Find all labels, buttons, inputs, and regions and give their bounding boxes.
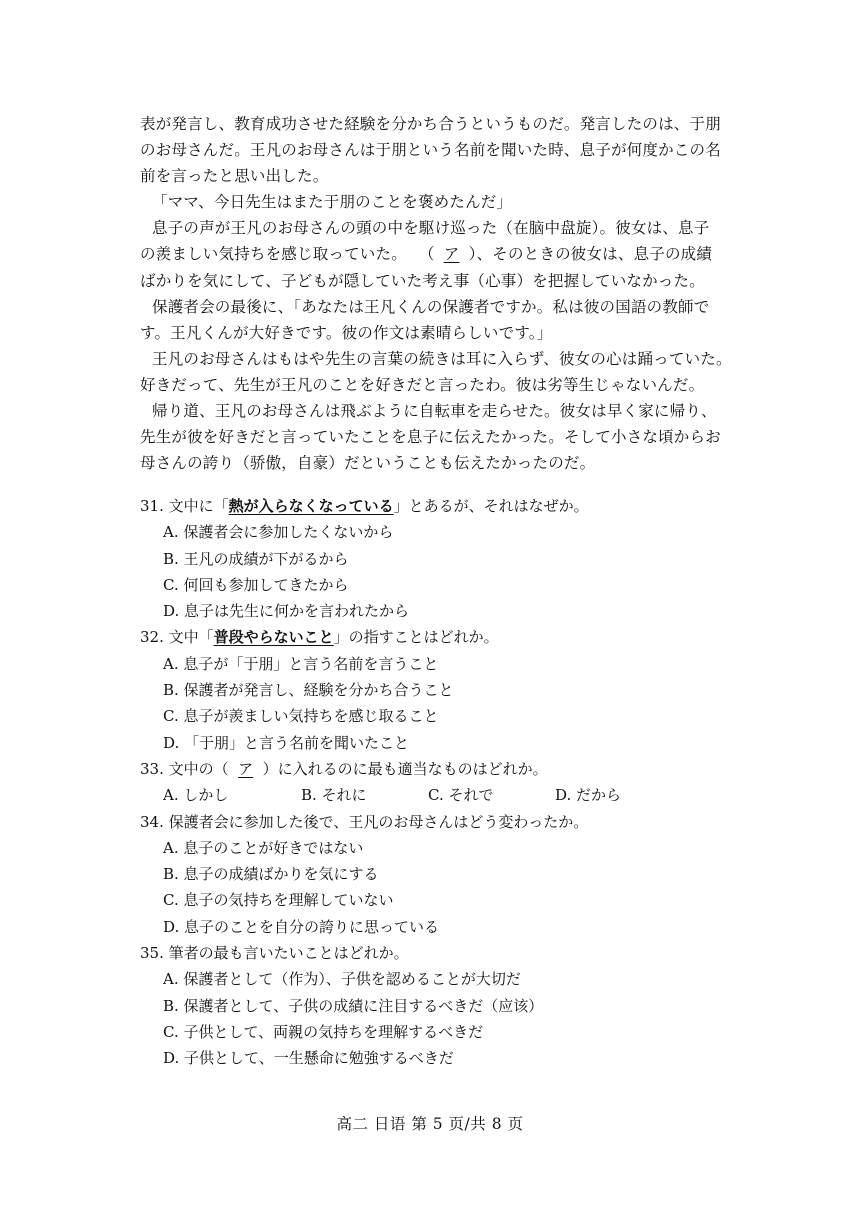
question-number: 31. bbox=[140, 497, 164, 515]
stem-text: 」の指すことはどれか。 bbox=[333, 628, 499, 647]
question-number: 34. bbox=[140, 812, 164, 831]
option-c: C. 何回も参加してきたから bbox=[163, 575, 349, 594]
passage-line: 母さんの誇り（骄傲，自豪）だということも伝えたかったのだ。 bbox=[140, 454, 596, 473]
passage-line: 保護者会の最後に、「あなたは王凡くんの保護者ですか。私は彼の国語の教師で bbox=[152, 297, 710, 316]
option-a: A. 息子のことが好きではない bbox=[163, 838, 364, 857]
passage-line: す。王凡くんが大好きです。彼の作文は素晴らしいです。」 bbox=[140, 323, 553, 342]
question-number: 33. bbox=[140, 759, 164, 778]
passage-line: 前を言ったと思い出した。 bbox=[140, 167, 329, 186]
underlined-target: 普段やらないこと bbox=[213, 628, 334, 647]
passage-text: の羨ましい気持ちを感じ取っていた。 bbox=[140, 245, 407, 264]
question-number: 32. bbox=[140, 628, 164, 647]
question-number: 35. bbox=[140, 944, 164, 963]
blank-a: ア bbox=[443, 245, 460, 264]
page-footer: 高二 日语 第 5 页/共 8 页 bbox=[336, 1115, 524, 1133]
blank-a: ア bbox=[238, 759, 254, 778]
option-b: B. それに bbox=[301, 786, 367, 805]
option-c: C. 子供として、両親の気持ちを理解するべきだ bbox=[163, 1022, 484, 1041]
stem-text: 文中の（ bbox=[168, 759, 229, 778]
option-b: B. 王凡の成績が下がるから bbox=[163, 549, 349, 568]
passage-line: のお母さんだ。王凡のお母さんは于朋という名前を聞いた時、息子が何度かこの名 bbox=[140, 141, 721, 160]
passage-line-with-blank bbox=[140, 241, 742, 267]
option-c: C. 息子の気持ちを理解していない bbox=[163, 891, 394, 910]
option-a: A. 保護者として（作为）、子供を認めることが大切だ bbox=[163, 970, 521, 989]
passage-text: 、そのときの彼女は、息子の成績 bbox=[476, 245, 713, 264]
option-b: B. 息子の成績ばかりを気にする bbox=[163, 865, 379, 884]
passage-line: 帰り道、王凡のお母さんは飛ぶように自転車を走らせた。彼女は早く家に帰り、 bbox=[152, 402, 717, 421]
question-31-stem bbox=[140, 493, 750, 519]
option-a: A. 息子が「于朋」と言う名前を言うこと bbox=[163, 654, 439, 673]
passage-line: ばかりを気にして、子どもが隠していた考え事（心事）を把握していなかった。 bbox=[140, 271, 705, 290]
question-list bbox=[140, 493, 750, 1072]
stem-text: ）に入れるのに最も適当なものはどれか。 bbox=[262, 759, 548, 778]
question-34-stem bbox=[140, 809, 750, 835]
stem-text: 文中「 bbox=[168, 628, 214, 647]
option-c: C. 息子が羨ましい気持ちを感じ取ること bbox=[163, 707, 439, 726]
passage-line: 表が発言し、教育成功させた経験を分かち合うというものだ。発言したのは、于朋 bbox=[140, 115, 721, 133]
reading-passage bbox=[140, 111, 742, 476]
option-d: D. 「于朋」と言う名前を聞いたこと bbox=[163, 733, 410, 752]
option-c: C. それで bbox=[428, 786, 494, 805]
option-b: B. 保護者が発言し、経験を分かち合うこと bbox=[163, 681, 454, 700]
blank-open: （ bbox=[418, 245, 435, 264]
option-b: B. 保護者として、子供の成績に注目するべきだ（应该） bbox=[163, 996, 544, 1015]
option-d: D. だから bbox=[555, 786, 622, 805]
option-row bbox=[140, 782, 750, 808]
option-d: D. 息子は先生に何かを言われたから bbox=[163, 602, 410, 621]
question-32-stem bbox=[140, 624, 750, 650]
stem-text: 」とあるが、それはなぜか。 bbox=[393, 497, 589, 515]
passage-line: 先生が彼を好きだと言っていたことを息子に伝えたかった。そして小さな頃からお bbox=[140, 428, 721, 447]
passage-line: 息子の声が王凡のお母さんの頭の中を駆け巡った（在脑中盘旋）。彼女は、息子 bbox=[152, 219, 710, 238]
stem-text: 保護者会に参加した後で、王凡のお母さんはどう変わったか。 bbox=[168, 812, 589, 831]
blank-close: ） bbox=[468, 245, 477, 264]
question-33-stem bbox=[140, 756, 750, 782]
underlined-target: 熱が入らなくなっている bbox=[228, 497, 394, 515]
option-a: A. 保護者会に参加したくないから bbox=[163, 523, 394, 542]
passage-line: 王凡のお母さんはもはや先生の言葉の続きは耳に入らず、彼女の心は踊っていた。 bbox=[152, 349, 732, 368]
passage-line: 「ママ、今日先生はまた于朋のことを褒めたんだ」 bbox=[152, 193, 513, 212]
stem-text: 文中に「 bbox=[168, 497, 229, 515]
option-d: D. 子供として、一生懸命に勉強するべきだ bbox=[163, 1049, 454, 1068]
stem-text: 筆者の最も言いたいことはどれか。 bbox=[168, 944, 409, 963]
option-d: D. 息子のことを自分の誇りに思っている bbox=[163, 917, 440, 936]
option-a: A. しかし bbox=[163, 786, 229, 805]
passage-line: 好きだって、先生が王凡のことを好きだと言ったわ。彼は劣等生じゃないんだ。 bbox=[140, 375, 705, 394]
question-35-stem bbox=[140, 940, 750, 966]
